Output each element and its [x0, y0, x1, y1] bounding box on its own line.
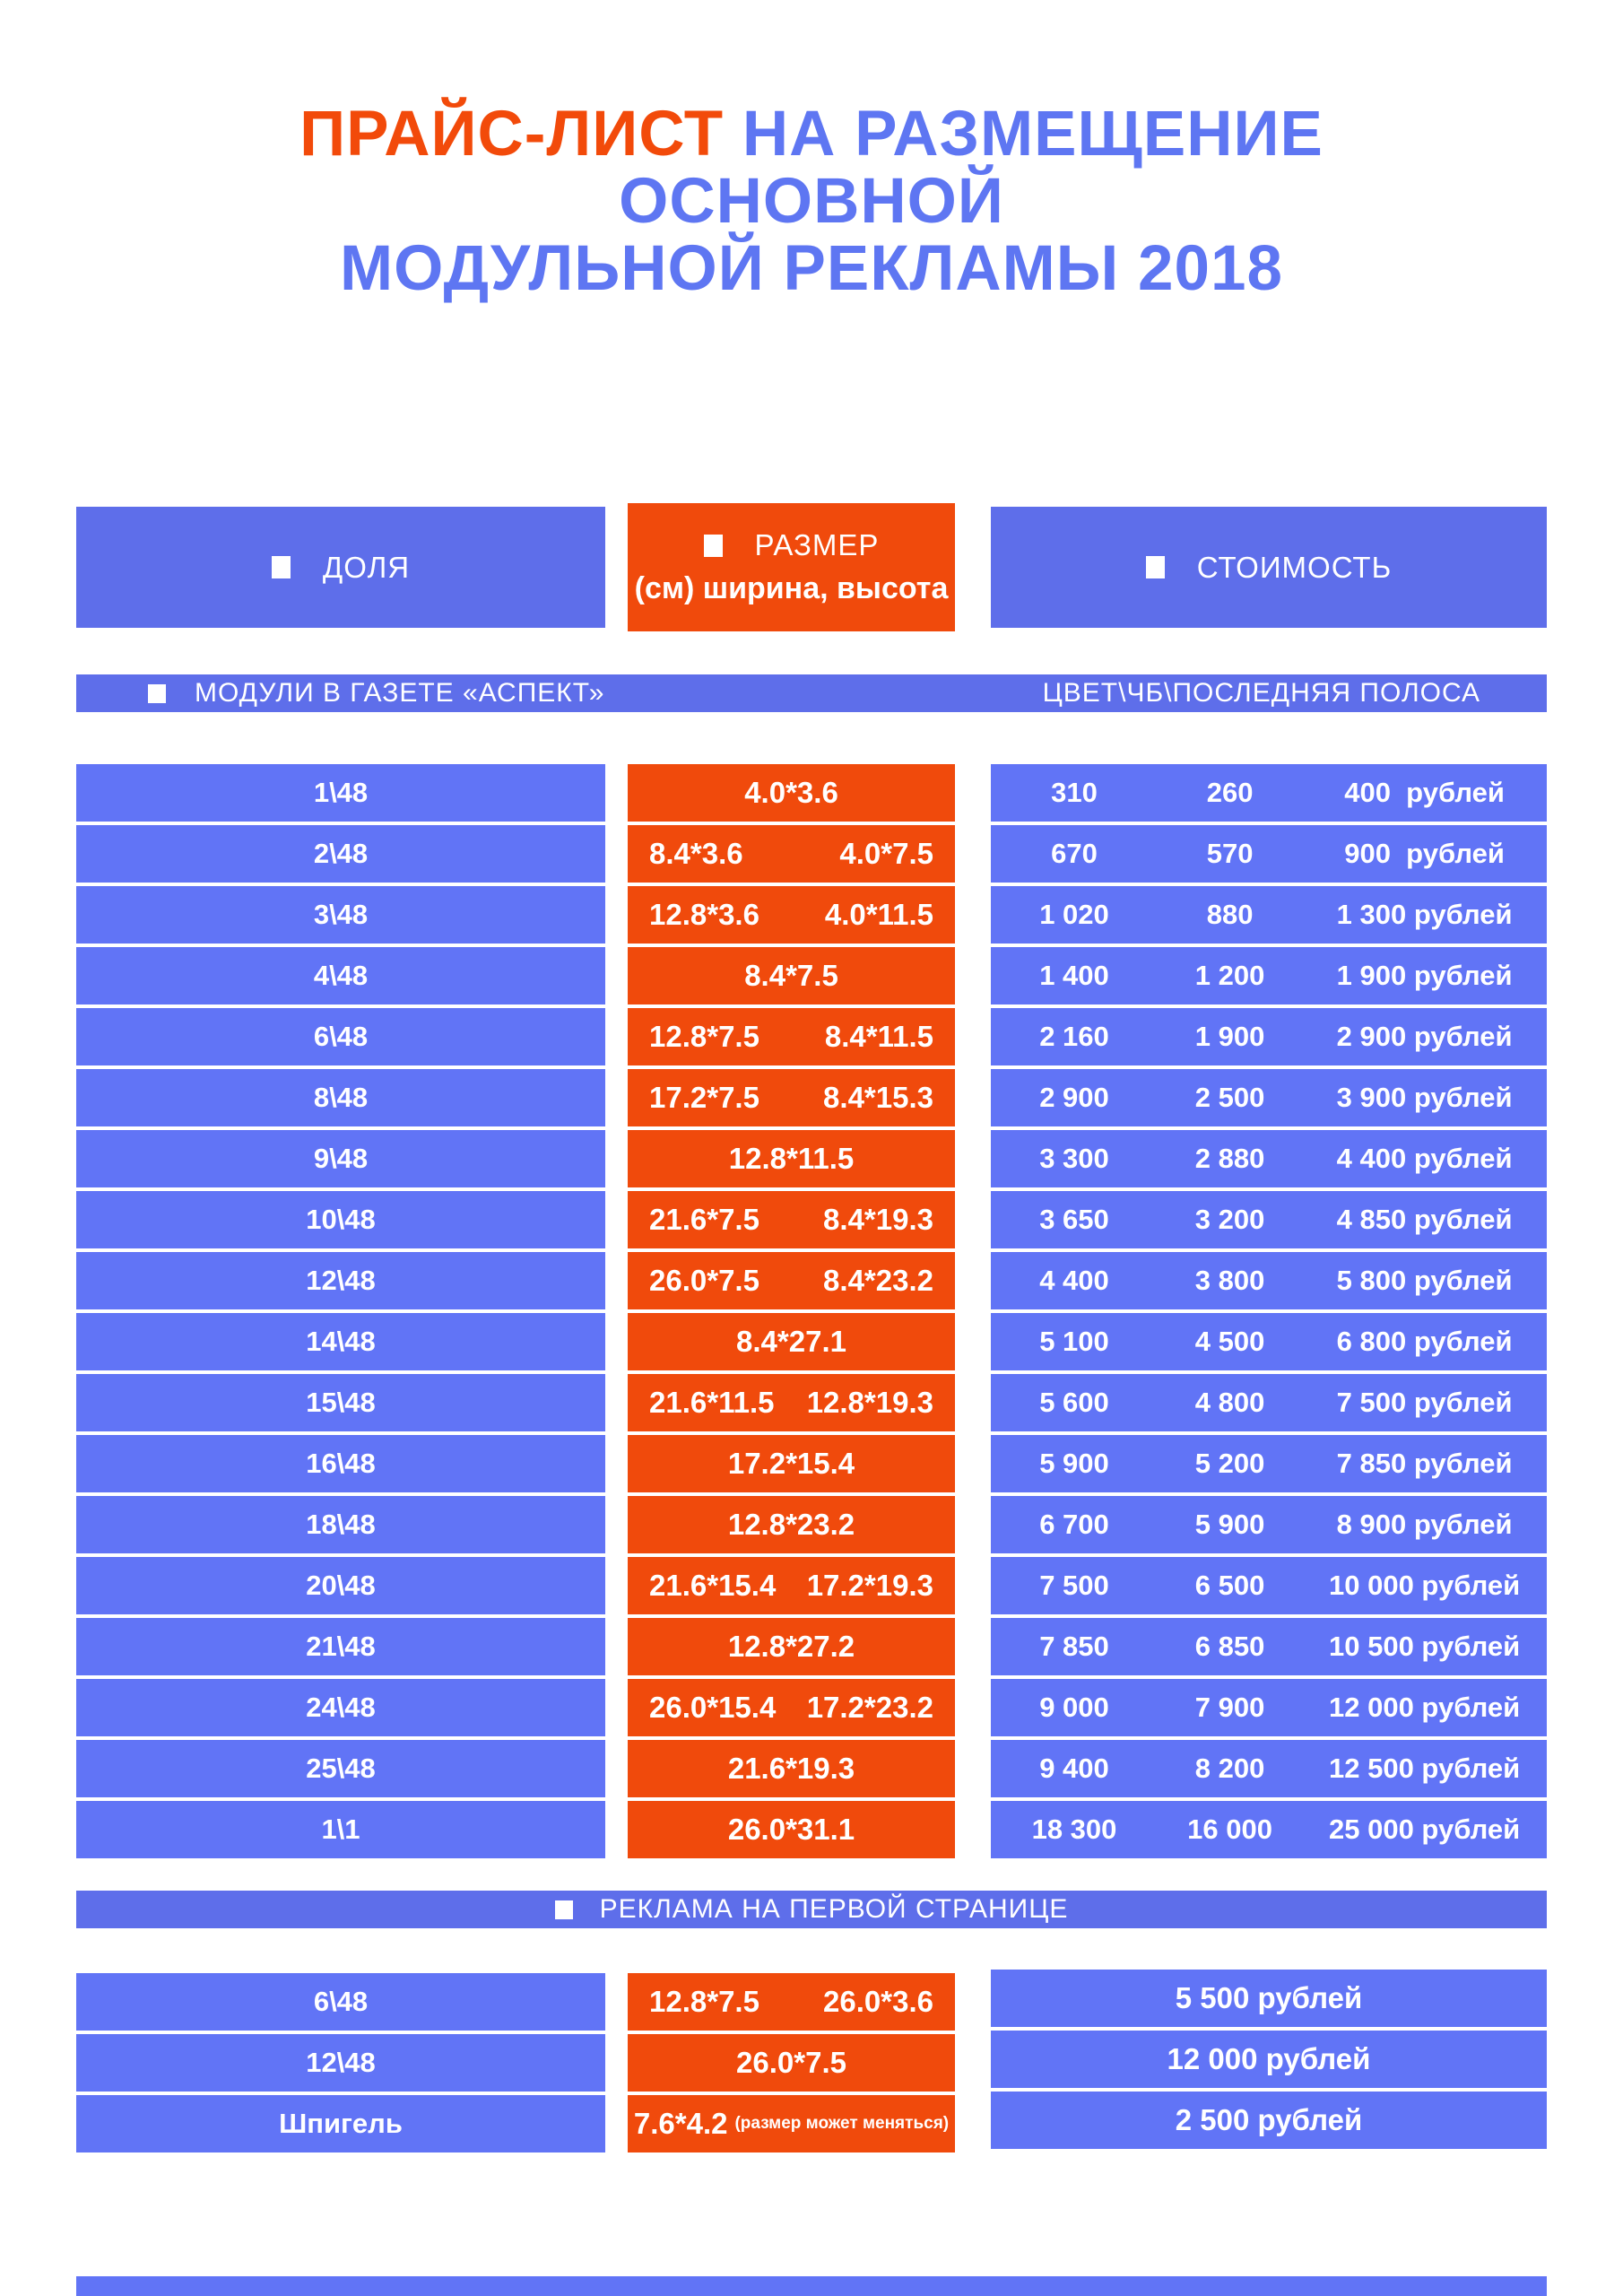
- table-row: [76, 2034, 1547, 2092]
- table-row: [76, 1069, 1547, 1126]
- table-row: [76, 1313, 1547, 1370]
- size-cell: [628, 764, 955, 822]
- front-page-section-label: РЕКЛАМА НА ПЕРВОЙ СТРАНИЦЕ: [599, 1894, 1069, 1924]
- price-color-value: 3 300: [1039, 1143, 1109, 1174]
- price-cell: [991, 1557, 1547, 1614]
- size-cell: [628, 1374, 955, 1431]
- share-cell: [76, 2095, 605, 2152]
- size-column-sublabel: (см) ширина, высота: [634, 571, 949, 605]
- price-cell: [991, 764, 1547, 822]
- title-line-1-rest: НА РАЗМЕЩЕНИЕ: [724, 99, 1324, 170]
- share-value: 4\48: [313, 960, 369, 991]
- price-color-value: 5 600: [1039, 1387, 1109, 1418]
- price-lastpage-value: 1 900 рублей: [1336, 960, 1513, 991]
- price-lastpage-value: 25 000 рублей: [1329, 1813, 1521, 1845]
- share-value: 25\48: [306, 1752, 376, 1784]
- price-color-value: 7 500: [1039, 1570, 1109, 1601]
- price-cell: [991, 1496, 1547, 1553]
- size-value: 4.0*3.6: [744, 776, 838, 809]
- share-value: 1\1: [321, 1813, 360, 1845]
- size-value: 21.6*11.5: [649, 1386, 775, 1419]
- price-bw-value: 5 200: [1194, 1448, 1265, 1479]
- price-cell: [991, 1435, 1547, 1492]
- size-cell: [628, 1740, 955, 1797]
- square-bullet-icon: [272, 556, 291, 578]
- share-cell: [76, 1679, 605, 1736]
- share-cell: [76, 886, 605, 944]
- share-value: 21\48: [306, 1631, 376, 1662]
- size-cell: [628, 1008, 955, 1065]
- title-line-2: ОСНОВНОЙ: [619, 166, 1004, 237]
- price-lastpage-value: 400 рублей: [1344, 777, 1505, 808]
- price-color-value: 5 900: [1039, 1448, 1109, 1479]
- size-cell: [628, 947, 955, 1004]
- size-value: 4.0*11.5: [824, 898, 933, 931]
- price-lastpage-value: 2 900 рублей: [1336, 1021, 1513, 1052]
- share-cell: [76, 1069, 605, 1126]
- price-cell: [991, 2092, 1547, 2149]
- share-value: 20\48: [306, 1570, 376, 1601]
- share-value: Шпигель: [279, 2108, 403, 2139]
- price-color-value: 4 400: [1039, 1265, 1109, 1296]
- price-cell: [991, 1008, 1547, 1065]
- price-lastpage-value: 900 рублей: [1344, 838, 1505, 869]
- size-value: 12.8*11.5: [728, 1142, 855, 1175]
- share-cell: [76, 1496, 605, 1553]
- table-row: [76, 1740, 1547, 1797]
- price-lastpage-value: 1 300 рублей: [1336, 899, 1513, 930]
- table-row: [76, 1191, 1547, 1248]
- size-value: 17.2*7.5: [649, 1081, 759, 1114]
- share-cell: [76, 1252, 605, 1309]
- size-cell: [628, 2095, 955, 2152]
- size-value: 26.0*31.1: [727, 1813, 855, 1846]
- price-cell: [991, 1970, 1547, 2027]
- size-value: 12.8*7.5: [649, 1985, 759, 2018]
- price-cell: [991, 1618, 1547, 1675]
- column-header-price-line: [1146, 551, 1393, 585]
- price-value: 2 500 рублей: [1175, 2103, 1363, 2136]
- size-value: 26.0*7.5: [649, 1264, 759, 1297]
- table-row: [76, 1435, 1547, 1492]
- price-color-value: 6 700: [1039, 1509, 1109, 1540]
- price-color-value: 9 000: [1039, 1692, 1109, 1723]
- price-color-value: 3 650: [1039, 1204, 1109, 1235]
- table-row: [76, 1008, 1547, 1065]
- price-bw-value: 3 200: [1194, 1204, 1265, 1235]
- size-cell: [628, 1679, 955, 1736]
- modules-section-label: МОДУЛИ В ГАЗЕТЕ «АСПЕКТ»: [195, 678, 605, 708]
- price-cell: [991, 1374, 1547, 1431]
- price-bw-value: 7 900: [1194, 1692, 1265, 1723]
- price-color-value: 1 400: [1039, 960, 1109, 991]
- price-color-value: 310: [1051, 777, 1098, 808]
- share-value: 9\48: [313, 1143, 369, 1174]
- price-color-value: 9 400: [1039, 1752, 1109, 1784]
- price-cell: [991, 1313, 1547, 1370]
- price-value: 5 500 рублей: [1175, 1981, 1363, 2014]
- share-value: 14\48: [306, 1326, 376, 1357]
- price-bw-value: 6 500: [1194, 1570, 1265, 1601]
- price-lastpage-value: 8 900 рублей: [1336, 1509, 1513, 1540]
- section-bar-modules: [76, 674, 1547, 712]
- share-value: 3\48: [313, 899, 369, 930]
- share-value: 18\48: [306, 1509, 376, 1540]
- size-cell: [628, 1557, 955, 1614]
- table-row: [76, 1973, 1547, 2031]
- size-value: 21.6*19.3: [727, 1752, 855, 1785]
- column-header-size-line: [704, 528, 880, 562]
- price-color-value: 7 850: [1039, 1631, 1109, 1662]
- column-header-share: [76, 507, 605, 628]
- size-value: 17.2*19.3: [806, 1569, 933, 1602]
- price-bw-value: 2 500: [1194, 1082, 1265, 1113]
- share-value: 6\48: [313, 1021, 369, 1052]
- share-cell: [76, 1374, 605, 1431]
- share-value: 24\48: [306, 1692, 376, 1723]
- share-value: 12\48: [306, 1265, 376, 1296]
- size-note: (размер может меняться): [734, 2114, 950, 2133]
- share-value: 16\48: [306, 1448, 376, 1479]
- square-bullet-icon: [148, 684, 166, 703]
- price-lastpage-value: 7 850 рублей: [1336, 1448, 1513, 1479]
- share-cell: [76, 825, 605, 883]
- price-cell: [991, 886, 1547, 944]
- size-value: 4.0*7.5: [839, 837, 933, 870]
- price-bw-value: 260: [1206, 777, 1254, 808]
- size-value: 8.4*7.5: [744, 959, 838, 992]
- size-value: 8.4*27.1: [736, 1325, 846, 1358]
- share-value: 12\48: [306, 2047, 376, 2078]
- size-cell: [628, 1618, 955, 1675]
- size-column-label: РАЗМЕР: [754, 528, 880, 561]
- section-bar-front-page: [76, 1891, 1547, 1928]
- table-row: [76, 886, 1547, 944]
- price-lastpage-value: 10 500 рублей: [1329, 1631, 1521, 1662]
- size-cell: [628, 886, 955, 944]
- size-value: 8.4*19.3: [823, 1203, 933, 1236]
- price-bw-value: 6 850: [1194, 1631, 1265, 1662]
- size-cell: [628, 1435, 955, 1492]
- table-row: [76, 1801, 1547, 1858]
- price-column-label: СТОИМОСТЬ: [1196, 550, 1393, 584]
- price-cell: [991, 1740, 1547, 1797]
- price-bw-value: 570: [1206, 838, 1254, 869]
- price-bw-value: 5 900: [1194, 1509, 1265, 1540]
- size-cell: [628, 1252, 955, 1309]
- column-header-price: [991, 507, 1547, 628]
- title-accent: ПРАЙС-ЛИСТ: [299, 99, 725, 170]
- table-row: [76, 2095, 1547, 2152]
- size-cell: [628, 1801, 955, 1858]
- size-value: 8.4*11.5: [824, 1020, 933, 1053]
- size-cell: [628, 2034, 955, 2092]
- size-cell: [628, 1191, 955, 1248]
- share-value: 15\48: [306, 1387, 376, 1418]
- share-cell: [76, 1008, 605, 1065]
- size-value: 21.6*7.5: [649, 1203, 759, 1236]
- square-bullet-icon: [704, 535, 723, 557]
- share-cell: [76, 1191, 605, 1248]
- table-row: [76, 947, 1547, 1004]
- size-value: 12.8*19.3: [806, 1386, 933, 1419]
- size-value: 8.4*15.3: [823, 1081, 933, 1114]
- price-lastpage-value: 4 400 рублей: [1336, 1143, 1513, 1174]
- share-value: 6\48: [313, 1986, 369, 2017]
- share-cell: [76, 1313, 605, 1370]
- share-column-label: ДОЛЯ: [322, 550, 411, 584]
- share-cell: [76, 1130, 605, 1187]
- table-row: [76, 764, 1547, 822]
- price-lastpage-value: 5 800 рублей: [1336, 1265, 1513, 1296]
- price-lastpage-value: 10 000 рублей: [1329, 1570, 1521, 1601]
- table-row: [76, 1130, 1547, 1187]
- share-cell: [76, 1973, 605, 2031]
- modules-table: [76, 764, 1547, 1862]
- price-bw-value: 1 200: [1194, 960, 1265, 991]
- share-value: 10\48: [306, 1204, 376, 1235]
- price-color-value: 670: [1051, 838, 1098, 869]
- price-lastpage-value: 4 850 рублей: [1336, 1204, 1513, 1235]
- share-cell: [76, 1740, 605, 1797]
- table-row: [76, 1679, 1547, 1736]
- title-line-3: МОДУЛЬНОЙ РЕКЛАМЫ 2018: [340, 233, 1283, 304]
- size-value: 8.4*3.6: [649, 837, 743, 870]
- table-row: [76, 1252, 1547, 1309]
- share-cell: [76, 764, 605, 822]
- table-row: [76, 1557, 1547, 1614]
- share-cell: [76, 1618, 605, 1675]
- price-bw-value: 4 500: [1194, 1326, 1265, 1357]
- price-color-value: 2 900: [1039, 1082, 1109, 1113]
- price-lastpage-value: 3 900 рублей: [1336, 1082, 1513, 1113]
- size-value: 26.0*15.4: [649, 1691, 777, 1724]
- share-value: 1\48: [313, 777, 369, 808]
- footer-bar: [76, 2276, 1547, 2296]
- price-bw-value: 2 880: [1194, 1143, 1265, 1174]
- price-bw-value: 1 900: [1194, 1021, 1265, 1052]
- table-row: [76, 1618, 1547, 1675]
- price-color-value: 2 160: [1039, 1021, 1109, 1052]
- share-value: 8\48: [313, 1082, 369, 1113]
- size-cell: [628, 1069, 955, 1126]
- share-value: 2\48: [313, 838, 369, 869]
- price-cell: [991, 2031, 1547, 2088]
- front-page-table: [76, 1973, 1547, 2156]
- square-bullet-icon: [1146, 556, 1165, 578]
- share-cell: [76, 1801, 605, 1858]
- size-cell: [628, 1973, 955, 2031]
- size-value: 17.2*23.2: [806, 1691, 933, 1724]
- color-bw-lastpage-label: ЦВЕТ\ЧБ\ПОСЛЕДНЯЯ ПОЛОСА: [1042, 678, 1480, 708]
- size-value: 12.8*7.5: [649, 1020, 759, 1053]
- price-cell: [991, 1069, 1547, 1126]
- price-lastpage-value: 7 500 рублей: [1336, 1387, 1513, 1418]
- price-color-value: 5 100: [1039, 1326, 1109, 1357]
- share-cell: [76, 2034, 605, 2092]
- size-value: 21.6*15.4: [649, 1569, 777, 1602]
- page-title: [0, 100, 1623, 302]
- size-value: 26.0*3.6: [823, 1985, 933, 2018]
- price-bw-value: 3 800: [1194, 1265, 1265, 1296]
- size-cell: [628, 825, 955, 883]
- size-value: 12.8*3.6: [649, 898, 759, 931]
- table-row: [76, 1496, 1547, 1553]
- size-cell: [628, 1313, 955, 1370]
- size-value: 26.0*7.5: [736, 2046, 846, 2079]
- price-lastpage-value: 12 000 рублей: [1329, 1692, 1521, 1723]
- table-row: [76, 825, 1547, 883]
- price-color-value: 18 300: [1031, 1813, 1117, 1845]
- share-cell: [76, 1557, 605, 1614]
- price-value: 12 000 рублей: [1167, 2042, 1371, 2075]
- column-header-share-line: [272, 551, 410, 585]
- size-value: 8.4*23.2: [823, 1264, 933, 1297]
- size-value: 17.2*15.4: [727, 1447, 855, 1480]
- price-lastpage-value: 12 500 рублей: [1329, 1752, 1521, 1784]
- square-bullet-icon: [555, 1900, 573, 1919]
- price-cell: [991, 947, 1547, 1004]
- share-cell: [76, 1435, 605, 1492]
- size-value: 12.8*27.2: [727, 1630, 855, 1663]
- price-cell: [991, 1679, 1547, 1736]
- price-cell: [991, 1252, 1547, 1309]
- price-cell: [991, 825, 1547, 883]
- price-bw-value: 4 800: [1194, 1387, 1265, 1418]
- title-line-1: [0, 100, 1623, 168]
- price-lastpage-value: 6 800 рублей: [1336, 1326, 1513, 1357]
- price-cell: [991, 1801, 1547, 1858]
- price-bw-value: 8 200: [1194, 1752, 1265, 1784]
- size-cell: [628, 1496, 955, 1553]
- size-value: 12.8*23.2: [727, 1508, 855, 1541]
- price-color-value: 1 020: [1039, 899, 1109, 930]
- price-bw-value: 16 000: [1187, 1813, 1272, 1845]
- size-value: 7.6*4.2: [633, 2107, 728, 2140]
- price-cell: [991, 1191, 1547, 1248]
- share-cell: [76, 947, 605, 1004]
- price-cell: [991, 1130, 1547, 1187]
- table-row: [76, 1374, 1547, 1431]
- size-cell: [628, 1130, 955, 1187]
- price-bw-value: 880: [1206, 899, 1254, 930]
- column-header-size: [628, 503, 955, 631]
